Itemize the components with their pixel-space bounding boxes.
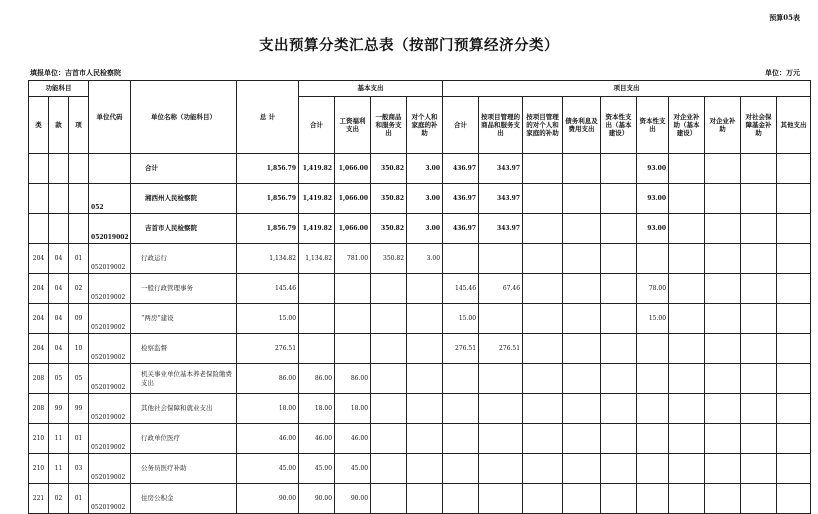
unit-name-cell: 公务员医疗补助 <box>131 454 237 484</box>
unit-name-cell: 检察监督 <box>131 334 237 364</box>
unit-code-cell <box>89 154 131 184</box>
lei-cell <box>29 154 49 184</box>
value-cell <box>601 424 637 454</box>
value-cell: 18.00 <box>335 394 371 424</box>
lei-cell: 208 <box>29 394 49 424</box>
lei-cell: 208 <box>29 364 49 394</box>
table-row <box>29 334 811 364</box>
value-cell <box>563 394 601 424</box>
value-cell <box>777 454 811 484</box>
value-cell <box>335 274 371 304</box>
value-cell <box>669 394 705 424</box>
value-cell: 1,134.82 <box>237 244 299 274</box>
social-security-header: 对社会保障基金补助 <box>741 97 777 154</box>
value-cell <box>741 334 777 364</box>
xiang-header: 项 <box>69 97 89 154</box>
value-cell <box>523 484 563 514</box>
unit-name-cell: 机关事业单位基本养老保险缴费支出 <box>131 364 237 394</box>
value-cell: 3.00 <box>407 244 443 274</box>
capital-header: 资本性支出 <box>637 97 669 154</box>
value-cell <box>479 394 523 424</box>
value-cell <box>563 424 601 454</box>
value-cell <box>601 334 637 364</box>
kuan-cell <box>49 214 69 244</box>
value-cell <box>443 484 479 514</box>
value-cell <box>705 364 741 394</box>
value-cell: 78.00 <box>637 274 669 304</box>
table-row <box>29 304 811 334</box>
value-cell: 93.00 <box>637 154 669 184</box>
value-cell <box>777 274 811 304</box>
value-cell <box>563 364 601 394</box>
function-subject-header: 功能科目 <box>29 81 89 97</box>
lei-cell <box>29 214 49 244</box>
xiang-cell <box>69 154 89 184</box>
value-cell <box>371 334 407 364</box>
table-row <box>29 214 811 244</box>
value-cell: 90.00 <box>335 484 371 514</box>
xiang-cell: 01 <box>69 424 89 454</box>
value-cell <box>443 424 479 454</box>
value-cell: 45.00 <box>237 454 299 484</box>
value-cell <box>637 424 669 454</box>
value-cell <box>563 214 601 244</box>
value-cell: 1,134.82 <box>299 244 335 274</box>
value-cell <box>563 154 601 184</box>
value-cell: 781.00 <box>335 244 371 274</box>
xiang-cell: 02 <box>69 274 89 304</box>
unit-name-cell: 湘西州人民检察院 <box>131 184 237 214</box>
kuan-cell: 11 <box>49 454 69 484</box>
value-cell <box>371 394 407 424</box>
value-cell: 86.00 <box>299 364 335 394</box>
lei-cell: 204 <box>29 334 49 364</box>
value-cell <box>669 274 705 304</box>
measure-unit: 单位：万元 <box>765 68 800 77</box>
value-cell: 276.51 <box>443 334 479 364</box>
value-cell <box>407 484 443 514</box>
table-row <box>29 394 811 424</box>
value-cell <box>741 364 777 394</box>
table-row <box>29 154 811 184</box>
value-cell: 90.00 <box>237 484 299 514</box>
value-cell <box>371 304 407 334</box>
xiang-cell: 01 <box>69 484 89 514</box>
value-cell: 93.00 <box>637 184 669 214</box>
value-cell <box>705 214 741 244</box>
kuan-cell <box>49 154 69 184</box>
value-cell <box>705 424 741 454</box>
value-cell: 86.00 <box>237 364 299 394</box>
xiang-cell: 05 <box>69 364 89 394</box>
unit-name-cell: “两房”建设 <box>131 304 237 334</box>
value-cell <box>777 214 811 244</box>
value-cell: 3.00 <box>407 214 443 244</box>
table-row <box>29 274 811 304</box>
value-cell: 276.51 <box>237 334 299 364</box>
value-cell: 1,066.00 <box>335 214 371 244</box>
lei-cell: 204 <box>29 244 49 274</box>
unit-code-cell: 052019002 <box>89 304 131 334</box>
value-cell <box>705 394 741 424</box>
value-cell: 1,856.79 <box>237 184 299 214</box>
value-cell <box>741 184 777 214</box>
unit-code-cell: 052019002 <box>89 214 131 244</box>
value-cell <box>563 274 601 304</box>
value-cell: 145.46 <box>237 274 299 304</box>
unit-name-cell: 合计 <box>131 154 237 184</box>
xiang-cell <box>69 184 89 214</box>
value-cell <box>637 394 669 424</box>
unit-code-cell: 052019002 <box>89 454 131 484</box>
value-cell: 343.97 <box>479 184 523 214</box>
unit-code-cell: 052019002 <box>89 424 131 454</box>
table-row <box>29 244 811 274</box>
value-cell <box>443 244 479 274</box>
value-cell <box>777 154 811 184</box>
value-cell <box>741 454 777 484</box>
value-cell: 46.00 <box>299 424 335 454</box>
value-cell: 350.82 <box>371 184 407 214</box>
value-cell: 436.97 <box>443 214 479 244</box>
value-cell: 1,856.79 <box>237 154 299 184</box>
xiang-cell <box>69 214 89 244</box>
value-cell <box>777 244 811 274</box>
value-cell <box>601 394 637 424</box>
value-cell <box>601 364 637 394</box>
value-cell <box>669 304 705 334</box>
value-cell <box>563 244 601 274</box>
xiang-cell: 10 <box>69 334 89 364</box>
value-cell: 276.51 <box>479 334 523 364</box>
value-cell: 18.00 <box>299 394 335 424</box>
budget-table <box>28 80 811 514</box>
project-total-header: 合计 <box>443 97 479 154</box>
value-cell <box>407 364 443 394</box>
unit-name-header: 单位名称（功能科目） <box>131 81 237 154</box>
value-cell: 343.97 <box>479 154 523 184</box>
value-cell <box>669 184 705 214</box>
value-cell <box>601 244 637 274</box>
value-cell <box>407 424 443 454</box>
value-cell: 67.46 <box>479 274 523 304</box>
value-cell <box>523 304 563 334</box>
value-cell <box>335 304 371 334</box>
value-cell <box>637 454 669 484</box>
value-cell <box>741 394 777 424</box>
value-cell <box>777 484 811 514</box>
value-cell <box>637 334 669 364</box>
value-cell: 90.00 <box>299 484 335 514</box>
value-cell <box>705 454 741 484</box>
value-cell: 1,419.82 <box>299 154 335 184</box>
enterprise-construction-header: 对企业补助（基本建设） <box>669 97 705 154</box>
value-cell <box>523 454 563 484</box>
value-cell <box>371 454 407 484</box>
form-code: 预算05表 <box>769 13 800 22</box>
total-header: 总 计 <box>237 81 299 154</box>
value-cell <box>523 364 563 394</box>
project-expenditure-header: 项目支出 <box>443 81 811 97</box>
value-cell <box>299 304 335 334</box>
basic-total-header: 合计 <box>299 97 335 154</box>
value-cell <box>741 214 777 244</box>
unit-code-cell: 052 <box>89 184 131 214</box>
value-cell: 1,419.82 <box>299 184 335 214</box>
value-cell <box>563 184 601 214</box>
value-cell <box>777 394 811 424</box>
value-cell <box>479 484 523 514</box>
unit-name-cell: 行政单位医疗 <box>131 424 237 454</box>
value-cell <box>601 154 637 184</box>
table-row <box>29 484 811 514</box>
value-cell <box>371 424 407 454</box>
unit-name-cell: 一般行政管理事务 <box>131 274 237 304</box>
value-cell <box>637 244 669 274</box>
value-cell <box>479 454 523 484</box>
value-cell <box>777 304 811 334</box>
unit-code-header: 单位代码 <box>89 81 131 154</box>
value-cell: 436.97 <box>443 154 479 184</box>
kuan-cell: 11 <box>49 424 69 454</box>
project-personal-header: 按项目管理的对个人和家庭的补助 <box>523 97 563 154</box>
value-cell <box>523 334 563 364</box>
value-cell: 18.00 <box>237 394 299 424</box>
value-cell <box>443 394 479 424</box>
value-cell <box>601 274 637 304</box>
lei-cell: 204 <box>29 274 49 304</box>
value-cell <box>669 244 705 274</box>
value-cell <box>637 364 669 394</box>
value-cell <box>669 484 705 514</box>
table-row <box>29 454 811 484</box>
value-cell <box>669 214 705 244</box>
value-cell <box>705 154 741 184</box>
xiang-cell: 01 <box>69 244 89 274</box>
value-cell: 45.00 <box>299 454 335 484</box>
value-cell <box>407 394 443 424</box>
value-cell <box>705 184 741 214</box>
value-cell: 1,066.00 <box>335 184 371 214</box>
value-cell <box>299 274 335 304</box>
unit-code-cell: 052019002 <box>89 484 131 514</box>
value-cell <box>335 334 371 364</box>
value-cell <box>443 454 479 484</box>
wages-header: 工资福利支出 <box>335 97 371 154</box>
value-cell: 343.97 <box>479 214 523 244</box>
value-cell <box>601 454 637 484</box>
value-cell <box>669 364 705 394</box>
value-cell <box>443 364 479 394</box>
personal-subsidy-header: 对个人和家庭的补助 <box>407 97 443 154</box>
kuan-header: 款 <box>49 97 69 154</box>
value-cell <box>705 484 741 514</box>
value-cell <box>741 484 777 514</box>
value-cell <box>479 424 523 454</box>
lei-cell <box>29 184 49 214</box>
value-cell: 86.00 <box>335 364 371 394</box>
kuan-cell: 02 <box>49 484 69 514</box>
value-cell <box>563 484 601 514</box>
kuan-cell: 05 <box>49 364 69 394</box>
value-cell <box>637 484 669 514</box>
xiang-cell: 03 <box>69 454 89 484</box>
value-cell: 3.00 <box>407 154 443 184</box>
kuan-cell: 04 <box>49 244 69 274</box>
value-cell <box>669 424 705 454</box>
lei-cell: 204 <box>29 304 49 334</box>
value-cell <box>563 334 601 364</box>
value-cell <box>601 214 637 244</box>
project-goods-header: 按项目管理的商品和服务支出 <box>479 97 523 154</box>
unit-name-cell: 其他社会保障和就业支出 <box>131 394 237 424</box>
value-cell <box>523 184 563 214</box>
value-cell <box>741 274 777 304</box>
lei-cell: 221 <box>29 484 49 514</box>
value-cell: 15.00 <box>237 304 299 334</box>
kuan-cell <box>49 184 69 214</box>
value-cell: 1,856.79 <box>237 214 299 244</box>
xiang-cell: 99 <box>69 394 89 424</box>
value-cell <box>479 364 523 394</box>
lei-cell: 210 <box>29 454 49 484</box>
goods-services-header: 一般商品和服务支出 <box>371 97 407 154</box>
value-cell: 350.82 <box>371 244 407 274</box>
value-cell <box>407 274 443 304</box>
kuan-cell: 04 <box>49 274 69 304</box>
unit-code-cell: 052019002 <box>89 364 131 394</box>
value-cell: 93.00 <box>637 214 669 244</box>
value-cell <box>601 484 637 514</box>
xiang-cell: 09 <box>69 304 89 334</box>
value-cell <box>777 334 811 364</box>
value-cell <box>523 424 563 454</box>
value-cell: 45.00 <box>335 454 371 484</box>
kuan-cell: 04 <box>49 304 69 334</box>
kuan-cell: 04 <box>49 334 69 364</box>
capital-construction-header: 资本性支出（基本建设） <box>601 97 637 154</box>
value-cell <box>523 214 563 244</box>
value-cell <box>563 454 601 484</box>
value-cell <box>601 184 637 214</box>
value-cell <box>669 334 705 364</box>
value-cell <box>523 244 563 274</box>
value-cell <box>563 304 601 334</box>
value-cell <box>741 154 777 184</box>
table-row <box>29 424 811 454</box>
unit-code-cell: 052019002 <box>89 394 131 424</box>
value-cell: 1,066.00 <box>335 154 371 184</box>
value-cell <box>479 244 523 274</box>
enterprise-subsidy-header: 对企业补助 <box>705 97 741 154</box>
table-row <box>29 184 811 214</box>
value-cell: 350.82 <box>371 214 407 244</box>
value-cell <box>407 454 443 484</box>
value-cell <box>741 304 777 334</box>
unit-code-cell: 052019002 <box>89 244 131 274</box>
value-cell <box>705 304 741 334</box>
value-cell <box>523 394 563 424</box>
table-row <box>29 364 811 394</box>
value-cell <box>523 274 563 304</box>
value-cell <box>523 154 563 184</box>
basic-expenditure-header: 基本支出 <box>299 81 443 97</box>
unit-code-cell: 052019002 <box>89 274 131 304</box>
reporting-unit: 填报单位：吉首市人民检察院 <box>30 68 121 77</box>
value-cell: 3.00 <box>407 184 443 214</box>
value-cell <box>777 364 811 394</box>
value-cell <box>705 274 741 304</box>
value-cell: 145.46 <box>443 274 479 304</box>
unit-name-cell: 行政运行 <box>131 244 237 274</box>
value-cell <box>777 184 811 214</box>
value-cell <box>741 424 777 454</box>
value-cell <box>777 424 811 454</box>
value-cell <box>371 274 407 304</box>
value-cell <box>407 334 443 364</box>
lei-header: 类 <box>29 97 49 154</box>
value-cell: 15.00 <box>637 304 669 334</box>
value-cell <box>299 334 335 364</box>
value-cell <box>601 304 637 334</box>
unit-code-cell: 052019002 <box>89 334 131 364</box>
value-cell: 436.97 <box>443 184 479 214</box>
unit-name-cell: 住房公积金 <box>131 484 237 514</box>
value-cell: 46.00 <box>335 424 371 454</box>
unit-name-cell: 吉首市人民检察院 <box>131 214 237 244</box>
other-header: 其他支出 <box>777 97 811 154</box>
value-cell <box>705 244 741 274</box>
value-cell: 1,419.82 <box>299 214 335 244</box>
value-cell: 15.00 <box>443 304 479 334</box>
kuan-cell: 99 <box>49 394 69 424</box>
value-cell <box>705 334 741 364</box>
debt-interest-header: 债务利息及费用支出 <box>563 97 601 154</box>
lei-cell: 210 <box>29 424 49 454</box>
value-cell <box>371 364 407 394</box>
value-cell <box>371 484 407 514</box>
value-cell <box>741 244 777 274</box>
value-cell <box>669 454 705 484</box>
value-cell: 350.82 <box>371 154 407 184</box>
value-cell <box>479 304 523 334</box>
page-title: 支出预算分类汇总表（按部门预算经济分类） <box>259 37 559 54</box>
value-cell: 46.00 <box>237 424 299 454</box>
value-cell <box>669 154 705 184</box>
value-cell <box>407 304 443 334</box>
